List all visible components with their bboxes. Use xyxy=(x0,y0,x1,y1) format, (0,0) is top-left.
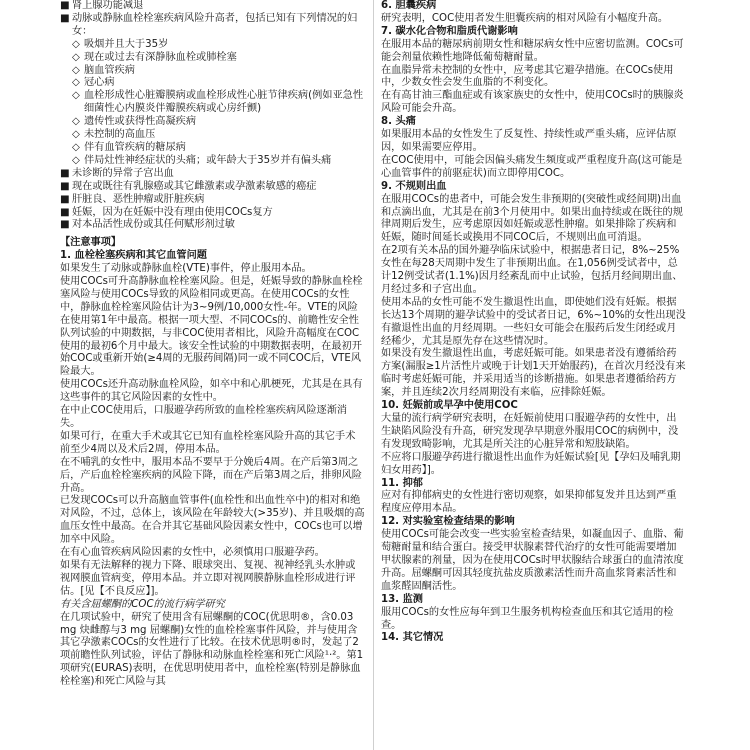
right-column xyxy=(381,0,686,750)
paragraph: 在服用本品的糖尿病前期女性和糖尿病女性中应密切监测。COCs可能会剂量依赖性地降低葡萄糖耐量。 xyxy=(381,38,684,63)
contra-subitem: ◇ 遗传性或获得性高凝疾病 xyxy=(72,116,197,128)
bullet-icon: ■ xyxy=(60,0,70,11)
diamond-bullet-icon: ◇ xyxy=(72,141,80,153)
contra-item: ■ 对本品活性成份或其任何赋形剂过敏 xyxy=(60,219,235,231)
diamond-bullet-icon: ◇ xyxy=(72,90,80,102)
contra-subitem: ◇ 冠心病 xyxy=(72,77,115,89)
bullet-icon: ■ xyxy=(60,206,70,218)
bullet-icon: ■ xyxy=(60,180,70,192)
paragraph: 已发现COCs可以升高脑血管事件(血栓性和出血性卒中)的相对和绝对风险，不过，总体上，该风险在年龄较大(>35岁)、并且吸烟的高血压女性中最高。在合并其它基础风险因素女性中，COCs也可以增加卒中风险。 xyxy=(60,495,365,546)
contra-item: ■ 未诊断的异常子宫出血 xyxy=(60,167,174,179)
contra-subitem: ◇ 伴有血管疾病的糖尿病 xyxy=(72,141,186,153)
left-column xyxy=(60,0,365,750)
paragraph: 服用COCs的女性应每年到卫生服务机构检查血压和其它适用的检查。 xyxy=(381,606,674,631)
contra-subitem: ◇ 脑血管疾病 xyxy=(72,64,135,76)
contra-subitem: ◇ 吸烟并且大于35岁 xyxy=(72,38,169,50)
section-heading: 14. 其它情况 xyxy=(381,632,444,644)
section-heading: 11. 抑郁 xyxy=(381,477,423,489)
paragraph: 在2项有关本品的国外避孕临床试验中，根据患者日记，8%~25%女性在每28天周期中发生了非预期出血。在1,056例受试者中，总计12例受试者(1.1%)因月经紊乱而中止试验，包括月经间期出血、月经过多和子宫出血。 xyxy=(381,245,683,295)
paragraph: 不应将口服避孕药进行撤退性出血作为妊娠试验[见【孕妇及哺乳期妇女用药】]。 xyxy=(381,451,681,476)
contra-subitem: ◇ 伴局灶性神经症状的头痛；或年龄大于35岁并有偏头痛 xyxy=(72,154,332,166)
section-heading: 10. 妊娠前或早孕中使用COC xyxy=(381,400,518,412)
paragraph: 在中止COC使用后，口服避孕药所致的血栓栓塞疾病风险逐渐消失。 xyxy=(60,405,348,429)
paragraph: 在有心血管疾病风险因素的女性中，必须慎用口服避孕药。 xyxy=(60,547,325,559)
paragraph: 使用COCs可能会改变一些实验室检查结果，如凝血因子、血脂、葡萄糖耐量和结合蛋白。接受甲状腺素替代治疗的女性可能需要增加甲状腺素的剂量，因为在使用COCs时甲状腺结合球蛋白的血清浓度升高。屈螺酮可因其轻度抗盐皮质激素活性而升高血浆肾素活性和血浆醛固酮活性。 xyxy=(381,529,684,592)
paragraph: 在服用COCs的患者中，可能会发生非预期的(突破性或经间期)出血和点滴出血，尤其是在前3个月使用中。如果出血持续或在既往的规律周期后发生，应考虑原因如妊娠或恶性肿瘤。如果排除了疾病和妊娠，随时间延长或换用不同COC后，不规则出血可消退。 xyxy=(381,193,683,244)
section-heading: 12. 对实验室检查结果的影响 xyxy=(381,516,515,528)
diamond-bullet-icon: ◇ xyxy=(72,77,80,89)
diamond-bullet-icon: ◇ xyxy=(72,38,80,50)
section-heading: 7. 碳水化合物和脂质代谢影响 xyxy=(381,25,518,37)
section-heading: 13. 监测 xyxy=(381,593,423,605)
paragraph: 在COC使用中，可能会因偏头痛发生频度或严重程度升高(这可能是心血管事件的前驱症状)而立即停用COC。 xyxy=(381,154,683,179)
paragraph: 使用COCs可升高静脉血栓栓塞风险。但是，妊娠导致的静脉血栓栓塞风险与使用COCs导致的风险相同或更高。在使用COCs的女性中，静脉血栓栓塞风险估计为3~9例/10,000女性-年。VTE的风险在使用第1年中最高。根据一项大型、不同COCs的、前瞻性安全性队列试验的中期数据，与非COC使用者相比，风险升高幅度在COC使用的最初6个月中最大。该安全性试验的中期数据表明，在最初开始COC或重新开始(≥4周的无服药间隔)同一或不同COC后，VTE风险最大。 xyxy=(60,276,363,378)
contra-subitem: ◇ 未控制的高血压 xyxy=(72,129,156,141)
paragraph: 在不哺乳的女性中，服用本品不要早于分娩后4周。在产后第3周之后，产后血栓栓塞疾病的风险下降，而在产后第3周之后，排卵风险升高。 xyxy=(60,456,362,494)
paragraph: 研究表明，COC使用者发生胆囊疾病的相对风险有小幅度升高。 xyxy=(381,12,669,24)
paragraph: 应对有抑郁病史的女性进行密切观察，如果抑郁复发并且达到严重程度应停用本品。 xyxy=(381,490,677,515)
section-heading: 1. 血栓栓塞疾病和其它血管问题 xyxy=(60,250,207,262)
diamond-bullet-icon: ◇ xyxy=(72,129,80,141)
paragraph: 在血脂异常未控制的女性中，应考虑其它避孕措施。在COCs使用中，少数女性会发生血脂的不利变化。 xyxy=(381,64,674,89)
diamond-bullet-icon: ◇ xyxy=(72,51,80,63)
paragraph: 如果发生了动脉或静脉血栓(VTE)事件，停止服用本品。 xyxy=(60,263,312,275)
contra-item: ■ 现在或既往有乳腺癌或其它雌激素或孕激素敏感的癌症 xyxy=(60,180,317,192)
paragraph: 使用本品的女性可能不发生撤退性出血，即使她们没有妊娠。根据长达13个周期的避孕试验中的受试者日记，6%~10%的女性出现没有撤退性出血的月经周期。一些妇女可能会在服药后发生闭经或月经稀少，尤其是原先存在这些情况时。 xyxy=(381,296,686,347)
notice-heading: 【注意事项】 xyxy=(60,237,122,249)
paragraph: 如果有无法解释的视力下降、眼球突出、复视、视神经乳头水肿或视网膜血管病变，停用本品。并立即对视网膜静脉血栓形成进行评估。[见【不良反应】]。 xyxy=(60,559,356,597)
section-heading: 9. 不规则出血 xyxy=(381,180,447,192)
section-heading: 8. 头痛 xyxy=(381,116,416,128)
paragraph: 如果没有发生撤退性出血，考虑妊娠可能。如果患者没有遵循给药方案(漏服≥1片活性片或晚于计划1天开始服药)，在首次月经没有来临时考虑妊娠可能，并采用适当的诊断措施。如果患者遵循给药方案，并且连续2次月经周期没有来临，应排除妊娠。 xyxy=(381,348,686,399)
contra-item: ■ 妊娠，因为在妊娠中没有理由使用COCs复方 xyxy=(60,206,273,218)
bullet-icon: ■ xyxy=(60,219,70,231)
contra-subitem: ◇ 现在或过去有深静脉血栓或肺栓塞 xyxy=(72,51,237,63)
section-heading: 6. 胆囊疾病 xyxy=(381,0,437,11)
paragraph: 在几项试验中，研究了使用含有屈螺酮的COC(优思明®，含0.03 mg 炔雌醇与3 mg 屈螺酮)女性的血栓栓塞事件风险，并与使用含其它孕激素COCs的女性进行了比较。在技术优思明®时，发起了2项前瞻性队列试验，评估了静脉和动脉血栓栓塞和死亡风险¹·²。第1项研究(EURAS)表明，在优思明使用者中，血栓栓塞(特别是静脉血栓栓塞)和死亡风险与其 xyxy=(60,611,364,688)
bullet-icon: ■ xyxy=(60,167,70,179)
paragraph: 使用COCs还升高动脉血栓风险，如卒中和心肌梗死，尤其是在具有这些事件的其它风险因素的女性中。 xyxy=(60,379,363,404)
diamond-bullet-icon: ◇ xyxy=(72,116,80,128)
diamond-bullet-icon: ◇ xyxy=(72,154,80,166)
paragraph: 在有高甘油三酯血症或有该家族史的女性中，使用COCs时的胰腺炎风险可能会升高。 xyxy=(381,90,684,115)
subsection-heading: 有关含屈螺酮的COC的流行病学研究 xyxy=(60,598,225,610)
contra-item: ■ 动脉或静脉血栓栓塞疾病风险升高者，包括已知有下列情况的妇女： xyxy=(60,12,358,37)
contra-item: ■ 肾上腺功能减退 xyxy=(60,0,144,11)
paragraph: 如果可行，在重大手术或其它已知有血栓栓塞风险升高的其它手术前至少4周以及术后2周，停用本品。 xyxy=(60,430,356,455)
contra-subitem: ◇ 血栓形成性心脏瓣膜病或血栓形成性心脏节律疾病(例如亚急性细菌性心内膜炎伴瓣膜疾病或心房纤颤) xyxy=(72,90,364,115)
diamond-bullet-icon: ◇ xyxy=(72,64,80,76)
bullet-icon: ■ xyxy=(60,193,70,205)
bullet-icon: ■ xyxy=(60,12,70,24)
paragraph: 如果服用本品的女性发生了反复性、持续性或严重头痛，应评估原因，如果需要应停用。 xyxy=(381,129,677,153)
column-divider xyxy=(373,0,374,750)
contra-item: ■ 肝脏良、恶性肿瘤或肝脏疾病 xyxy=(60,193,205,205)
paragraph: 大量的流行病学研究表明，在妊娠前使用口服避孕药的女性中，出生缺陷风险没有升高，研究发现孕早期意外服用COC的病例中，没有发现致畸影响，尤其是所关注的心脏异常和短肢缺陷。 xyxy=(381,413,679,450)
